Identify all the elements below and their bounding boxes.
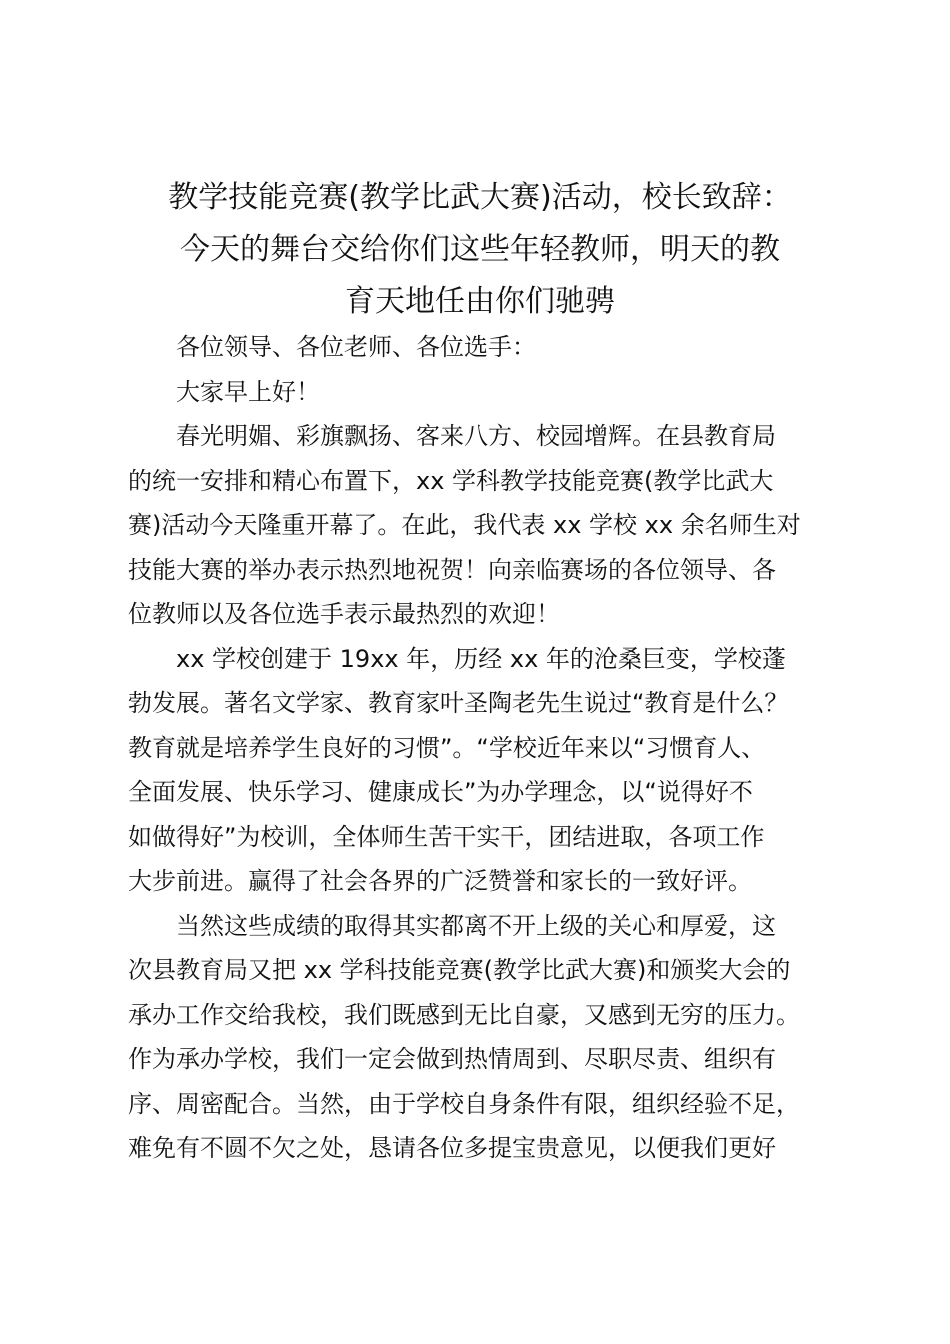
text-line: 春光明媚、彩旗飘扬、客来八方、校园增辉。在县教育局 (176, 422, 776, 450)
text-line: 当然这些成绩的取得其实都离不开上级的关心和厚爱，这 (176, 911, 776, 940)
salutation (128, 325, 863, 370)
text-line: 大家早上好！ (176, 377, 320, 406)
text-line: 难免有不圆不欠之处，恳请各位多提宝贵意见，以便我们更好 (128, 1134, 776, 1162)
text-line: 如做得好”为校训，全体师生苦干实干，团结进取，各项工作 (128, 822, 765, 851)
paragraph-school-history (128, 637, 863, 904)
text-line: 勃发展。著名文学家、教育家叶圣陶老先生说过“教育是什么？ (128, 689, 789, 717)
paragraph-welcome (128, 414, 863, 637)
document-body (128, 325, 863, 1171)
text-line: 承办工作交给我校，我们既感到无比自豪，又感到无穷的压力。 (128, 1000, 800, 1029)
text-line: 序、周密配合。当然，由于学校自身条件有限，组织经验不足， (128, 1089, 800, 1118)
paragraph-gratitude (128, 904, 863, 1171)
greeting (128, 370, 863, 415)
text-line: 位教师以及各位选手表示最热烈的欢迎！ (128, 600, 560, 628)
text-line: 各位领导、各位老师、各位选手： (176, 333, 536, 361)
text-line: 的统一安排和精心布置下，xx 学科教学技能竞赛(教学比武大 (128, 466, 774, 495)
text-line: 全面发展、快乐学习、健康成长”为办学理念，以“说得好不 (128, 778, 753, 806)
text-line: 技能大赛的举办表示热烈地祝贺！向亲临赛场的各位领导、各 (128, 555, 776, 584)
title-line: 教学技能竞赛(教学比武大赛)活动，校长致辞： (168, 180, 792, 215)
text-line: 作为承办学校，我们一定会做到热情周到、尽职尽责、组织有 (128, 1045, 776, 1073)
document-title (120, 172, 840, 328)
text-line: 教育就是培养学生良好的习惯”。“学校近年来以“习惯育人、 (128, 733, 766, 762)
text-line: 大步前进。赢得了社会各界的广泛赞誉和家长的一致好评。 (128, 867, 752, 895)
text-line: 赛)活动今天隆重开幕了。在此，我代表 xx 学校 xx 余名师生对 (128, 511, 801, 539)
text-line: 次县教育局又把 xx 学科技能竞赛(教学比武大赛)和颁奖大会的 (128, 956, 791, 984)
title-line: 今天的舞台交给你们这些年轻教师，明天的教 (180, 232, 780, 267)
title-line: 育天地任由你们驰骋 (345, 284, 615, 319)
text-line: xx 学校创建于 19xx 年，历经 xx 年的沧桑巨变，学校蓬 (176, 644, 786, 673)
